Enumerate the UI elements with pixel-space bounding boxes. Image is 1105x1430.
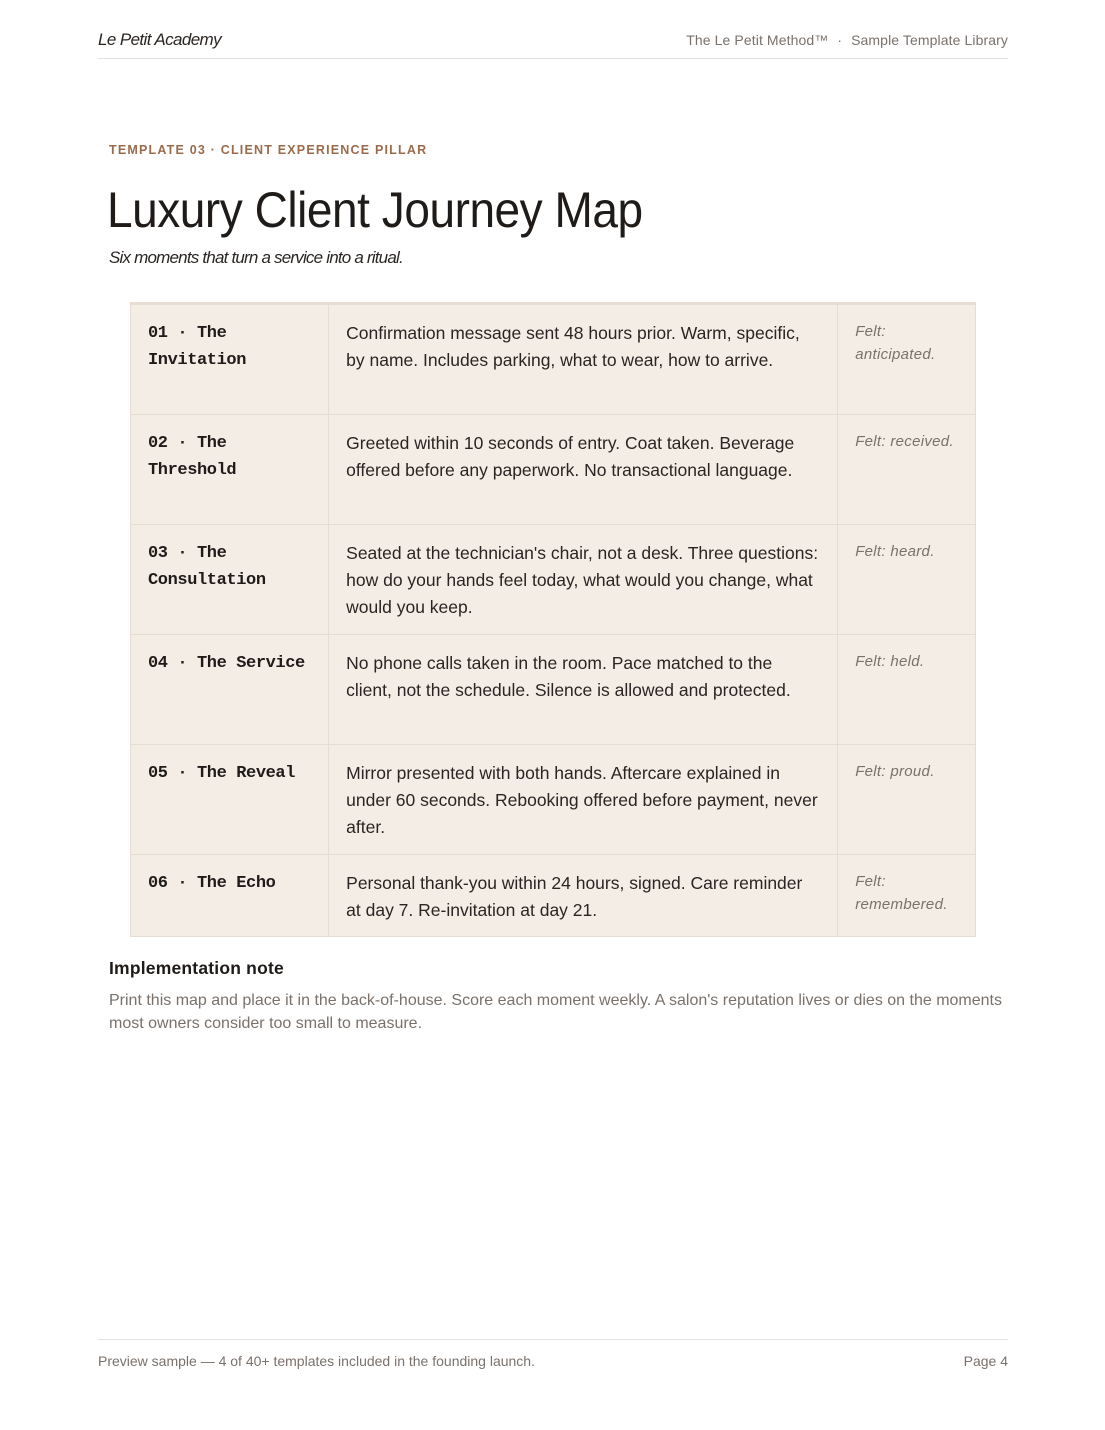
note-heading: Implementation note — [109, 958, 284, 978]
page-title: Luxury Client Journey Map — [107, 182, 643, 238]
moment-felt: Felt: remembered. — [855, 873, 948, 913]
moment-step: 03 · The Consultation — [148, 544, 266, 590]
description-cell — [329, 745, 838, 855]
moment-description: Confirmation message sent 48 hours prior. Warm, specific, by name. Includes parking, what to wear, how to arrive. — [346, 323, 800, 370]
table-row — [131, 304, 976, 415]
template-eyebrow: TEMPLATE 03 · CLIENT EXPERIENCE PILLAR — [109, 143, 428, 157]
description-cell — [329, 304, 838, 415]
felt-cell — [838, 304, 976, 415]
moment-step: 04 · The Service — [148, 654, 305, 673]
step-cell — [131, 745, 329, 855]
felt-cell — [838, 525, 976, 635]
moment-description: Mirror presented with both hands. Aftercare explained in under 60 seconds. Rebooking offered before payment, never after. — [346, 763, 818, 837]
felt-cell — [838, 855, 976, 937]
table-row — [131, 745, 976, 855]
step-cell — [131, 525, 329, 635]
journey-table — [130, 302, 976, 937]
moment-felt: Felt: heard. — [855, 543, 935, 560]
moment-step: 06 · The Echo — [148, 874, 276, 893]
moment-description: Seated at the technician's chair, not a desk. Three questions: how do your hands feel today, what would you change, what would you keep. — [346, 543, 819, 617]
felt-cell — [838, 635, 976, 745]
note-body: Print this map and place it in the back-of-house. Score each moment weekly. A salon's reputation lives or dies on the moments most owners consider too small to measure. — [109, 992, 1002, 1032]
moment-felt: Felt: proud. — [855, 763, 935, 780]
moment-step: 02 · The Threshold — [148, 434, 237, 480]
table-row — [131, 415, 976, 525]
description-cell — [329, 855, 838, 937]
method-label: The Le Petit Method™ — [686, 32, 829, 48]
step-cell — [131, 635, 329, 745]
moment-felt: Felt: anticipated. — [855, 323, 936, 363]
moment-description: Personal thank-you within 24 hours, signed. Care reminder at day 7. Re-invitation at day 21. — [346, 873, 803, 920]
step-cell — [131, 855, 329, 937]
felt-cell — [838, 745, 976, 855]
step-cell — [131, 415, 329, 525]
felt-cell — [838, 415, 976, 525]
table-row — [131, 635, 976, 745]
moment-felt: Felt: held. — [855, 653, 925, 670]
table-row — [131, 525, 976, 635]
moment-step: 01 · The Invitation — [148, 324, 247, 370]
moment-step: 05 · The Reveal — [148, 764, 296, 783]
header-meta — [686, 32, 1008, 48]
page-number: Page 4 — [963, 1353, 1008, 1369]
moment-description: Greeted within 10 seconds of entry. Coat taken. Beverage offered before any paperwork. No transactional language. — [346, 433, 795, 480]
description-cell — [329, 525, 838, 635]
description-cell — [329, 635, 838, 745]
header-separator: · — [837, 32, 843, 48]
page-header — [98, 28, 1008, 59]
step-cell — [131, 304, 329, 415]
moment-felt: Felt: received. — [855, 433, 954, 450]
page-subtitle: Six moments that turn a service into a ritual. — [109, 248, 403, 267]
moment-description: No phone calls taken in the room. Pace matched to the client, not the schedule. Silence is allowed and protected. — [346, 653, 791, 700]
description-cell — [329, 415, 838, 525]
table-row — [131, 855, 976, 937]
footer-preview-text: Preview sample — 4 of 40+ templates included in the founding launch. — [98, 1353, 535, 1369]
page-footer — [98, 1339, 1008, 1369]
library-label: Sample Template Library — [851, 32, 1008, 48]
brand-name: Le Petit Academy — [98, 30, 222, 49]
